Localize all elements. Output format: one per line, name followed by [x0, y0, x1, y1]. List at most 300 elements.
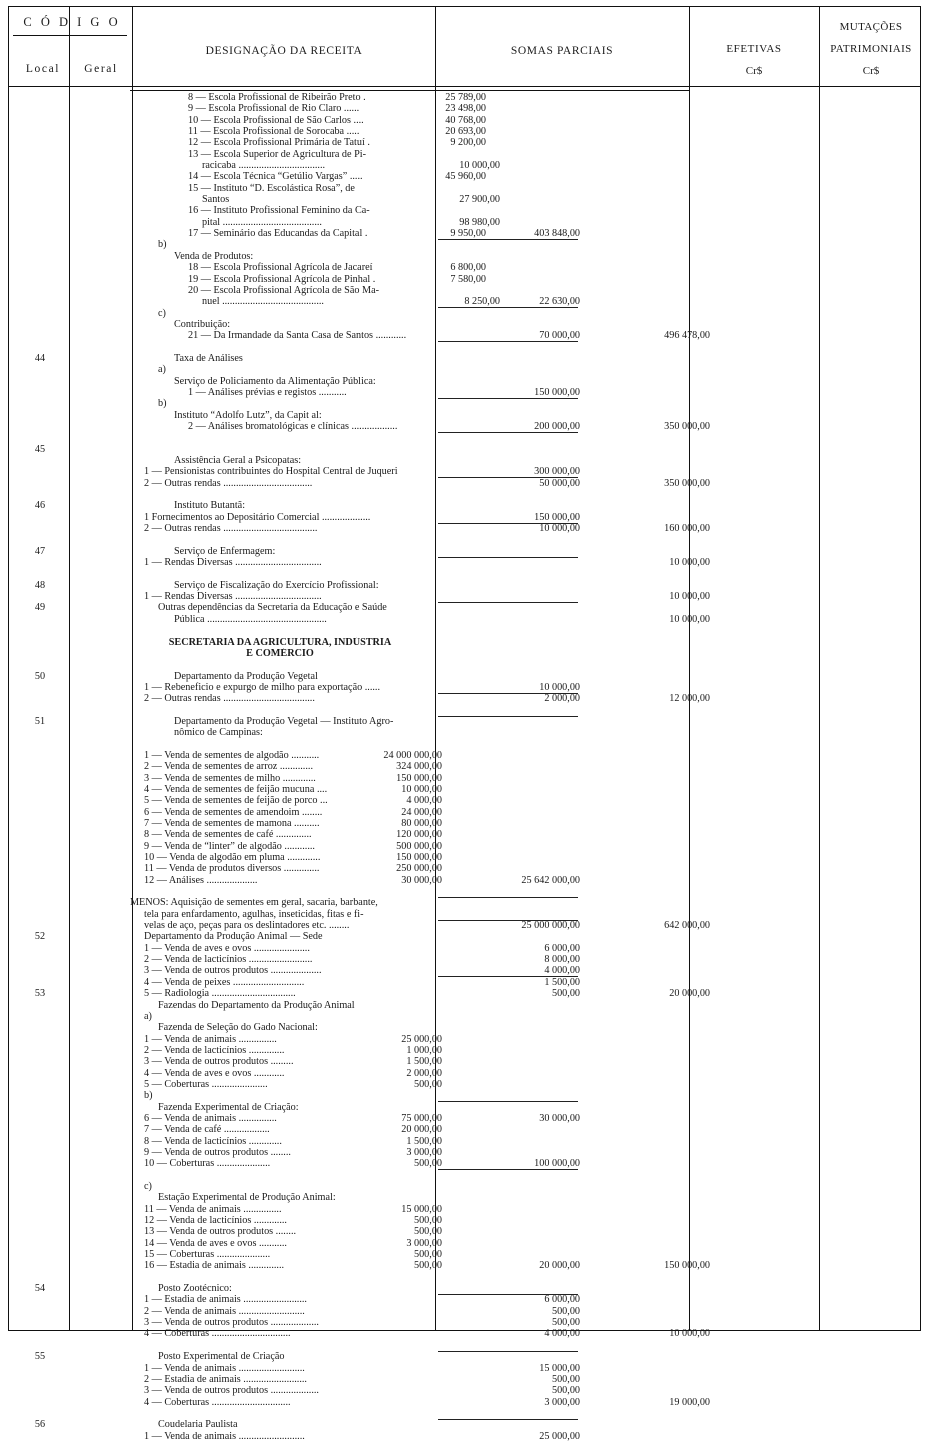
table-row	[8, 364, 921, 375]
cell-inline-value: 15 000,00	[401, 1203, 442, 1215]
cell-somas-parciais: 10 000,00	[539, 681, 580, 693]
cell-designacao: 13 — Venda de outros produtos ........ 500,00	[144, 1226, 442, 1238]
cell-inline-value: 150 000,00	[396, 772, 442, 784]
table-row	[8, 1102, 921, 1113]
sum-rule	[438, 1419, 578, 1420]
sum-rule	[438, 897, 578, 898]
cell-designacao: 3 — Venda de outros produtos ...................	[144, 1317, 319, 1329]
cell-codigo-local: 56	[34, 1419, 46, 1431]
cell-designacao: 2 — Venda de lacticínios .............. 1 000,00	[144, 1044, 442, 1056]
cell-inline-value: 500,00	[413, 1158, 442, 1170]
sum-rule	[438, 1294, 578, 1295]
sum-rule	[438, 523, 578, 524]
cell-designacao: 1 — Rendas Diversas ..................................	[144, 591, 322, 603]
cell-somas-parciais: 500,00	[551, 988, 580, 1000]
cell-designacao: 8 — Venda de sementes de café .............. 120 000,00	[144, 829, 442, 841]
cell-designacao: 5 — Coberturas ...................... 500,00	[144, 1078, 442, 1090]
cell-designacao: 7 — Venda de café .................. 20 000,00	[144, 1124, 442, 1136]
cell-designacao: Instituto Butantã:	[174, 500, 246, 512]
table-row	[8, 1351, 921, 1362]
cell-inline-value: 40 768,00	[445, 114, 486, 126]
table-row	[8, 1363, 921, 1374]
cell-inline-value: 2 000,00	[406, 1067, 442, 1079]
table-row	[8, 671, 921, 682]
table-row	[8, 1215, 921, 1226]
cell-designacao: 14 — Venda de aves e ovos ........... 3 000,00	[144, 1237, 442, 1249]
table-row	[8, 478, 921, 489]
cell-designacao: pital ....................................... 98 980,00	[202, 216, 500, 228]
cell-inline-value: 45 960,00	[445, 171, 486, 183]
cell-designacao: 2 — Venda de animais ..........................	[144, 1305, 305, 1317]
cell-efetivas: 496 478,00	[664, 330, 710, 342]
cell-efetivas: 12 000,00	[669, 693, 710, 705]
sum-rule	[438, 341, 578, 342]
table-row	[8, 1238, 921, 1249]
cell-designacao: nômico de Campinas:	[174, 727, 263, 739]
table-row	[8, 818, 921, 829]
cell-inline-value: 1 000,00	[406, 1044, 442, 1056]
cell-designacao: 1 — Venda de animais ............... 25 000,00	[144, 1033, 442, 1045]
cell-somas-parciais: 15 000,00	[539, 1362, 580, 1374]
cell-efetivas: 642 000,00	[664, 920, 710, 932]
cell-efetivas: 20 000,00	[669, 988, 710, 1000]
sum-rule	[438, 716, 578, 717]
sum-rule	[438, 398, 578, 399]
table-row	[8, 1068, 921, 1079]
cell-designacao: 2 — Outras rendas .....................................	[144, 523, 318, 535]
sum-rule	[438, 307, 578, 308]
table-row	[8, 897, 921, 908]
cell-designacao: E COMÉRCIO	[246, 647, 314, 659]
table-row	[8, 954, 921, 965]
table-row	[8, 1000, 921, 1011]
cell-inline-value: 324 000,00	[396, 761, 442, 773]
cell-designacao: c)	[144, 1181, 152, 1192]
cell-designacao: 1 — Análises prévias e registos ...........	[188, 386, 347, 398]
cell-designacao: 7 — Venda de sementes de mamona .......... 80 000,00	[144, 818, 442, 829]
cell-somas-parciais: 500,00	[551, 1385, 580, 1397]
table-row	[8, 602, 921, 613]
cell-inline-value: 27 900,00	[459, 194, 500, 206]
cell-designacao: Venda de Produtos:	[174, 250, 254, 262]
table-row	[8, 205, 921, 216]
cell-designacao: 1 — Rendas Diversas ..................................	[144, 557, 322, 569]
table-row	[8, 1397, 921, 1408]
cell-somas-parciais: 100 000,00	[534, 1158, 580, 1170]
cell-designacao: 2 — Outras rendas ...................................	[144, 477, 313, 489]
cell-codigo-local: 52	[34, 931, 46, 943]
table-row	[8, 761, 921, 772]
cell-designacao: 5 — Venda de sementes de feijão de porco ... 4 000,00	[144, 795, 442, 807]
cell-inline-value: 9 200,00	[450, 137, 486, 149]
cell-somas-parciais: 4 000,00	[544, 965, 580, 977]
table-row	[8, 1294, 921, 1305]
table-row	[8, 534, 921, 545]
cell-designacao: 2 — Venda de lacticínios .........................	[144, 954, 313, 966]
table-row	[8, 1374, 921, 1385]
cell-designacao: 21 — Da Irmandade da Santa Casa de Santos ............	[188, 330, 407, 342]
table-row	[8, 432, 921, 443]
cell-inline-value: 500,00	[413, 1215, 442, 1227]
cell-designacao: 2 — Outras rendas ....................................	[144, 693, 315, 705]
table-row	[8, 228, 921, 239]
cell-designacao: 18 — Escola Profissional Agrícola de Jacareí 6 800,00	[188, 262, 486, 274]
cell-somas-parciais: 300 000,00	[534, 466, 580, 478]
cell-inline-value: 4 000,00	[406, 795, 442, 807]
cell-inline-value: 20 000,00	[401, 1124, 442, 1136]
table-row	[8, 308, 921, 319]
table-row	[8, 500, 921, 511]
table-row	[8, 126, 921, 137]
table-row	[8, 149, 921, 160]
cell-somas-parciais: 6 000,00	[544, 942, 580, 954]
cell-designacao: 4 — Coberturas ...............................	[144, 1328, 291, 1340]
cell-designacao: 9 — Venda de outros produtos ........ 3 000,00	[144, 1146, 442, 1158]
header-efetivas-currency: Cr$	[745, 65, 763, 77]
table-row	[8, 421, 921, 432]
cell-designacao: 1 — Estadia de animais .........................	[144, 1294, 307, 1306]
table-row	[8, 580, 921, 591]
cell-efetivas: 150 000,00	[664, 1260, 710, 1272]
cell-codigo-local: 44	[34, 352, 46, 364]
cell-designacao: 20 — Escola Profissional Agrícola de São Ma-	[188, 284, 379, 296]
cell-designacao: a)	[144, 1010, 152, 1022]
table-row	[8, 1328, 921, 1339]
cell-designacao: 12 — Escola Profissional Primária de Tatuí . 9 200,00	[188, 137, 486, 149]
table-row	[8, 466, 921, 477]
cell-designacao: 9 — Escola Profissional de Rio Claro ...... 23 498,00	[188, 103, 486, 115]
cell-somas-parciais: 25 000 000,00	[521, 920, 580, 932]
cell-designacao: b)	[158, 398, 167, 410]
table-row	[8, 296, 921, 307]
cell-designacao: 13 — Escola Superior de Agricultura de Pi-	[188, 148, 366, 160]
sum-rule	[438, 239, 578, 240]
cell-designacao: Instituto “Adolfo Lutz”, da Capit al:	[174, 409, 322, 421]
table-row	[8, 625, 921, 636]
table-row	[8, 1260, 921, 1271]
table-row	[8, 546, 921, 557]
cell-designacao: 10 — Coberturas ..................... 500,00	[144, 1158, 442, 1170]
table-row	[8, 1226, 921, 1237]
table-row	[8, 319, 921, 330]
table-row	[8, 750, 921, 761]
cell-designacao: Posto Experimental de Criação	[158, 1351, 285, 1363]
table-row	[8, 943, 921, 954]
cell-somas-parciais: 150 000,00	[534, 386, 580, 398]
cell-designacao: Serviço de Policiamento da Alimentação Pública:	[174, 375, 376, 387]
cell-designacao: 11 — Venda de animais ............... 15 000,00	[144, 1203, 442, 1215]
table-row	[8, 330, 921, 341]
table-row	[8, 716, 921, 727]
header-patrimoniais-currency: Cr$	[862, 65, 880, 77]
cell-inline-value: 500,00	[413, 1078, 442, 1090]
table-row	[8, 1340, 921, 1351]
cell-somas-parciais: 50 000,00	[539, 477, 580, 489]
cell-designacao: 2 — Análises bromatológicas e clínicas ..................	[188, 420, 398, 432]
cell-codigo-local: 48	[34, 579, 46, 591]
cell-inline-value: 500,00	[413, 1249, 442, 1261]
cell-inline-value: 3 000,00	[406, 1146, 442, 1158]
table-row	[8, 977, 921, 988]
cell-inline-value: 120 000,00	[396, 829, 442, 841]
cell-designacao: tela para enfardamento, agulhas, inseticidas, fitas e fi-	[144, 908, 364, 920]
cell-somas-parciais: 20 000,00	[539, 1260, 580, 1272]
cell-inline-value: 75 000,00	[401, 1112, 442, 1124]
header-local: Local	[25, 63, 61, 75]
table-row	[8, 1317, 921, 1328]
cell-designacao: Fazenda de Seleção do Gado Nacional:	[158, 1022, 318, 1034]
table-row	[8, 1022, 921, 1033]
table-row	[8, 682, 921, 693]
cell-designacao: Coudelaria Paulista	[158, 1419, 238, 1431]
table-row	[8, 1124, 921, 1135]
cell-efetivas: 19 000,00	[669, 1396, 710, 1408]
table-row	[8, 648, 921, 659]
header-body-separator	[8, 86, 921, 87]
table-row	[8, 160, 921, 171]
cell-designacao: 6 — Venda de animais ............... 75 000,00	[144, 1112, 442, 1124]
table-row	[8, 353, 921, 364]
cell-designacao: 9 — Venda de “linter” de algodão ............ 500 000,00	[144, 840, 442, 852]
table-row	[8, 784, 921, 795]
header-rule-codigo	[13, 35, 127, 36]
cell-designacao: 1 — Venda de sementes de algodão ........... 24 000 000,00	[144, 749, 442, 761]
table-row	[8, 875, 921, 886]
cell-designacao: Serviço de Fiscalização do Exercício Profissional:	[174, 579, 379, 591]
table-row	[8, 137, 921, 148]
sum-rule	[438, 920, 578, 921]
cell-inline-value: 23 498,00	[445, 103, 486, 115]
cell-designacao: 3 — Venda de outros produtos ....................	[144, 965, 322, 977]
table-row	[8, 1034, 921, 1045]
table-row	[8, 1158, 921, 1169]
cell-codigo-local: 50	[34, 670, 46, 682]
header-geral: Geral	[84, 63, 118, 75]
cell-designacao: 12 — Venda de lacticínios ............. 500,00	[144, 1215, 442, 1227]
cell-designacao: Posto Zootécnico:	[158, 1283, 232, 1295]
cell-designacao: 12 — Análises .................... 30 000,00	[144, 874, 442, 886]
sum-rule	[438, 1351, 578, 1352]
table-row	[8, 171, 921, 182]
table-row	[8, 274, 921, 285]
cell-designacao: SECRETARIA DA AGRICULTURA, INDÚSTRIA	[168, 636, 392, 648]
cell-somas-parciais: 500,00	[551, 1373, 580, 1385]
cell-designacao: 5 — Radiologia .................................	[144, 988, 296, 1000]
table-row	[8, 637, 921, 648]
cell-designacao: 15 — Instituto “D. Escolástica Rosa”, de	[188, 182, 355, 194]
header-codigo: C Ó D I G O	[23, 15, 121, 29]
cell-designacao: c)	[158, 307, 166, 319]
cell-somas-parciais: 25 642 000,00	[521, 874, 580, 886]
cell-designacao: 8 — Venda de lacticínios ............. 1 500,00	[144, 1135, 442, 1147]
cell-inline-value: 1 500,00	[406, 1056, 442, 1068]
cell-designacao: 3 — Venda de outros produtos ...................	[144, 1385, 319, 1397]
cell-designacao: 11 — Escola Profissional de Sorocaba ..... 20 693,00	[188, 126, 486, 138]
cell-designacao: 15 — Coberturas ..................... 500,00	[144, 1249, 442, 1261]
table-row	[8, 1431, 921, 1442]
table-row	[8, 1079, 921, 1090]
cell-inline-value: 500,00	[413, 1260, 442, 1272]
cell-somas-parciais: 4 000,00	[544, 1328, 580, 1340]
table-row	[8, 194, 921, 205]
cell-designacao: Contribuição:	[174, 318, 231, 330]
sum-rule	[438, 1101, 578, 1102]
cell-somas-parciais: 8 000,00	[544, 954, 580, 966]
cell-designacao: 17 — Seminário das Educandas da Capital . 9 950,00	[188, 228, 486, 240]
header-efetivas: EFETIVAS	[726, 43, 782, 55]
table-row	[8, 239, 921, 250]
table-row	[8, 1136, 921, 1147]
table-row	[8, 1272, 921, 1283]
cell-inline-value: 150 000,00	[396, 852, 442, 864]
table-row	[8, 1408, 921, 1419]
table-row	[8, 920, 921, 931]
table-row	[8, 285, 921, 296]
cell-designacao: 1 Fornecimentos ao Depositário Comercial ...................	[144, 511, 371, 523]
table-row	[8, 1249, 921, 1260]
table-row	[8, 863, 921, 874]
table-row	[8, 342, 921, 353]
cell-codigo-local: 47	[34, 545, 46, 557]
cell-inline-value: 9 950,00	[450, 228, 486, 240]
cell-designacao: 19 — Escola Profissional Agrícola de Pinhal . 7 580,00	[188, 273, 486, 285]
cell-designacao: Departamento da Produção Vegetal	[174, 670, 318, 682]
cell-somas-parciais: 150 000,00	[534, 511, 580, 523]
cell-designacao: b)	[158, 239, 167, 251]
cell-efetivas: 10 000,00	[669, 1328, 710, 1340]
cell-somas-parciais: 10 000,00	[539, 523, 580, 535]
table-row	[8, 1147, 921, 1158]
table-row	[8, 398, 921, 409]
cell-inline-value: 10 000,00	[459, 160, 500, 172]
cell-inline-value: 20 693,00	[445, 126, 486, 138]
cell-codigo-local: 55	[34, 1351, 46, 1363]
cell-somas-parciais: 25 000,00	[539, 1430, 580, 1442]
cell-designacao: Assistência Geral a Psicopatas:	[174, 455, 302, 466]
table-row	[8, 807, 921, 818]
table-row	[8, 1283, 921, 1294]
cell-designacao: 1 — Venda de aves e ovos ......................	[144, 942, 310, 954]
cell-designacao: 4 — Coberturas ...............................	[144, 1396, 291, 1408]
table-row	[8, 217, 921, 228]
table-row	[8, 1192, 921, 1203]
cell-designacao: Departamento da Produção Vegetal — Instituto Agro-	[174, 715, 394, 727]
table-row	[8, 591, 921, 602]
cell-somas-parciais: 500,00	[551, 1305, 580, 1317]
cell-designacao: Outras dependências da Secretaria da Educação e Saúde	[158, 602, 387, 614]
table-row	[8, 115, 921, 126]
cell-somas-parciais: 3 000,00	[544, 1396, 580, 1408]
table-row	[8, 1385, 921, 1396]
cell-inline-value: 500,00	[413, 1226, 442, 1238]
cell-designacao: 4 — Venda de sementes de feijão mucuna .... 10 000,00	[144, 783, 442, 795]
table-row	[8, 841, 921, 852]
cell-inline-value: 8 250,00	[464, 296, 500, 308]
table-row	[8, 1011, 921, 1022]
cell-designacao: Fazendas do Departamento da Produção Animal	[158, 999, 355, 1011]
cell-somas-parciais: 1 500,00	[544, 976, 580, 988]
cell-codigo-local: 49	[34, 602, 46, 614]
cell-designacao: racicaba .................................. 10 000,00	[202, 160, 500, 172]
cell-designacao: Departamento da Produção Animal — Sede	[144, 931, 323, 943]
cell-inline-value: 1 500,00	[406, 1135, 442, 1147]
table-row	[8, 773, 921, 784]
header-patrimoniais: PATRIMONIAIS	[830, 43, 912, 55]
table-row	[8, 92, 921, 103]
table-row	[8, 387, 921, 398]
cell-codigo-local: 46	[34, 500, 46, 512]
table-row	[8, 523, 921, 534]
cell-designacao: Santos 27 900,00	[202, 194, 500, 206]
table-body	[8, 92, 921, 1442]
cell-efetivas: 160 000,00	[664, 523, 710, 535]
cell-designacao: velas de aço, peças para os deslintadores etc. ........	[144, 920, 350, 932]
cell-inline-value: 98 980,00	[459, 216, 500, 228]
cell-efetivas: 350 000,00	[664, 477, 710, 489]
cell-inline-value: 250 000,00	[396, 863, 442, 875]
table-row	[8, 1170, 921, 1181]
cell-somas-parciais: 500,00	[551, 1317, 580, 1329]
cell-inline-value: 80 000,00	[401, 818, 442, 829]
table-row	[8, 410, 921, 421]
cell-somas-parciais: 200 000,00	[534, 420, 580, 432]
cell-designacao: nuel ........................................ 8 250,00	[202, 296, 500, 308]
table-row	[8, 931, 921, 942]
cell-designacao: 14 — Escola Técnica “Getúlio Vargas” ..... 45 960,00	[188, 171, 486, 183]
cell-designacao: 16 — Instituto Profissional Feminino da Ca-	[188, 205, 370, 217]
header-somas-parciais: SOMAS PARCIAIS	[510, 45, 614, 57]
cell-designacao: 1 — Pensionistas contribuintes do Hospital Central de Juqueri	[144, 466, 398, 478]
cell-designacao: 11 — Venda de produtos diversos .............. 250 000,00	[144, 863, 442, 875]
table-row	[8, 988, 921, 999]
cell-inline-value: 24 000,00	[401, 806, 442, 818]
cell-inline-value: 3 000,00	[406, 1237, 442, 1249]
cell-efetivas: 10 000,00	[669, 613, 710, 625]
table-row	[8, 886, 921, 897]
cell-designacao: b)	[144, 1090, 153, 1102]
cell-designacao: 1 — Venda de animais ..........................	[144, 1362, 305, 1374]
sum-rule	[438, 477, 578, 478]
table-row	[8, 568, 921, 579]
table-row	[8, 262, 921, 273]
sum-rule	[438, 976, 578, 977]
cell-designacao: 1 — Venda de animais ..........................	[144, 1430, 305, 1442]
cell-somas-parciais: 70 000,00	[539, 330, 580, 342]
table-row	[8, 614, 921, 625]
table-row	[8, 455, 921, 466]
sum-rule	[438, 557, 578, 558]
table-row	[8, 1090, 921, 1101]
table-row	[8, 795, 921, 806]
cell-inline-value: 6 800,00	[450, 262, 486, 274]
table-row	[8, 852, 921, 863]
table-row	[8, 1204, 921, 1215]
cell-designacao: 4 — Venda de peixes ............................	[144, 976, 305, 988]
cell-efetivas: 350 000,00	[664, 420, 710, 432]
table-row	[8, 659, 921, 670]
cell-somas-parciais: 403 848,00	[534, 228, 580, 240]
table-row	[8, 739, 921, 750]
cell-inline-value: 7 580,00	[450, 273, 486, 285]
table-row	[8, 251, 921, 262]
table-row	[8, 489, 921, 500]
table-row	[8, 829, 921, 840]
table-row	[8, 376, 921, 387]
cell-somas-parciais: 22 630,00	[539, 296, 580, 308]
cell-inline-value: 500 000,00	[396, 840, 442, 852]
table-row	[8, 512, 921, 523]
cell-codigo-local: 54	[34, 1283, 46, 1295]
